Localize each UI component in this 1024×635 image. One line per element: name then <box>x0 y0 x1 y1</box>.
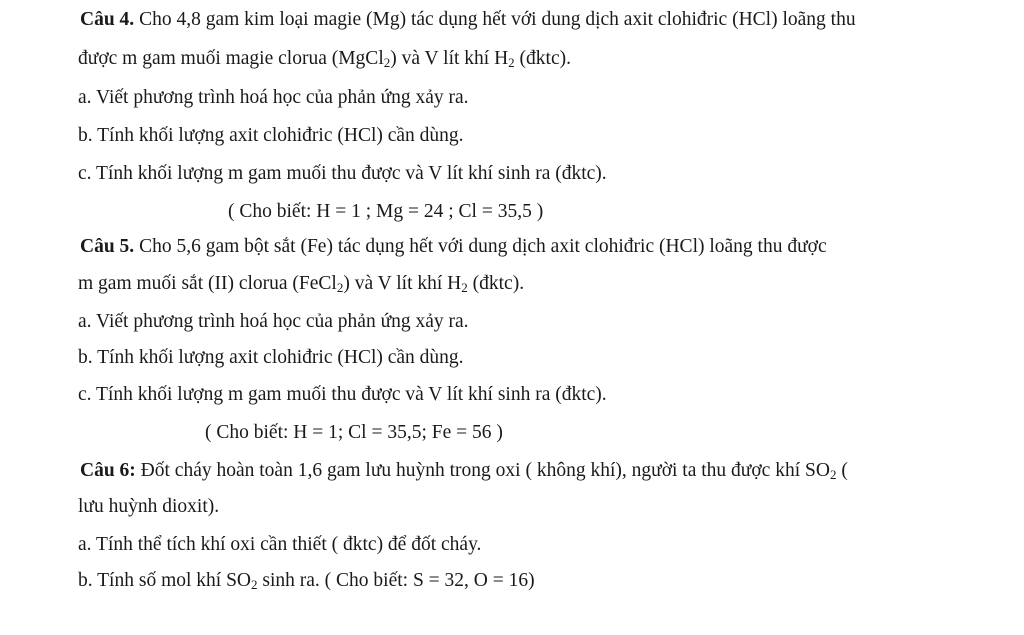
q6-text-1c: ( <box>836 460 848 481</box>
q5-c: c. Tính khối lượng m gam muối thu được và V lít khí sinh ra (đktc). <box>78 384 607 405</box>
q6-text-1a: Đốt cháy hoàn toàn 1,6 gam lưu huỳnh trong oxi ( không khí), người ta thu được khí SO <box>140 460 830 481</box>
q6-sub-2: 2 <box>251 577 258 592</box>
q4-sub-1: 2 <box>383 55 391 70</box>
q5-text-2a: m gam muối sắt (II) clorua (FeCl <box>78 273 337 294</box>
q5-text-1: Cho 5,6 gam bột sắt (Fe) tác dụng hết với dung dịch axit clohiđric (HCl) loãng thu được <box>139 236 827 257</box>
q4-text-1: Cho 4,8 gam kim loại magie (Mg) tác dụng hết với dung dịch axit clohiđric (HCl) loãng thu <box>139 9 856 30</box>
q4-text-2c: ) và V lít khí H <box>390 48 509 69</box>
q6-line-2: lưu huỳnh dioxit). <box>78 496 220 517</box>
q5-text-2e: (đktc). <box>467 273 525 294</box>
q5-line-1 <box>80 235 827 259</box>
q6-a: a. Tính thể tích khí oxi cần thiết ( đktc) để đốt cháy. <box>78 534 482 555</box>
q4-line-1 <box>80 8 856 32</box>
q5-sub-2: 2 <box>461 280 468 295</box>
q5-a: a. Viết phương trình hoá học của phản ứng xảy ra. <box>78 311 469 332</box>
q6-line-1 <box>80 459 848 483</box>
q6-b <box>78 569 535 593</box>
q5-sub-1: 2 <box>336 280 344 295</box>
q4-a: a. Viết phương trình hoá học của phản ứng xảy ra. <box>78 87 469 108</box>
q6-text-b1: b. Tính số mol khí SO <box>78 570 251 591</box>
q4-title: Câu 4. <box>80 9 135 30</box>
q5-b: b. Tính khối lượng axit clohiđric (HCl) cần dùng. <box>78 347 464 368</box>
q5-line-2 <box>78 272 524 296</box>
q5-text-2c: ) và V lít khí H <box>343 273 462 294</box>
q4-c: c. Tính khối lượng m gam muối thu được và V lít khí sinh ra (đktc). <box>78 163 607 184</box>
q6-sub-1: 2 <box>829 467 837 482</box>
q6-title: Câu 6: <box>80 460 136 481</box>
q5-title: Câu 5. <box>80 236 135 257</box>
q4-line-2 <box>78 47 571 71</box>
q5-given: ( Cho biết: H = 1; Cl = 35,5; Fe = 56 ) <box>205 422 503 443</box>
q4-sub-2: 2 <box>508 55 515 70</box>
q4-given: ( Cho biết: H = 1 ; Mg = 24 ; Cl = 35,5 ) <box>228 201 544 222</box>
q4-text-2a: được m gam muối magie clorua (MgCl <box>78 48 384 69</box>
q6-text-b3: sinh ra. ( Cho biết: S = 32, O = 16) <box>257 570 535 591</box>
q4-text-2e: (đktc). <box>514 48 571 69</box>
q4-b: b. Tính khối lượng axit clohiđric (HCl) cần dùng. <box>78 125 464 146</box>
